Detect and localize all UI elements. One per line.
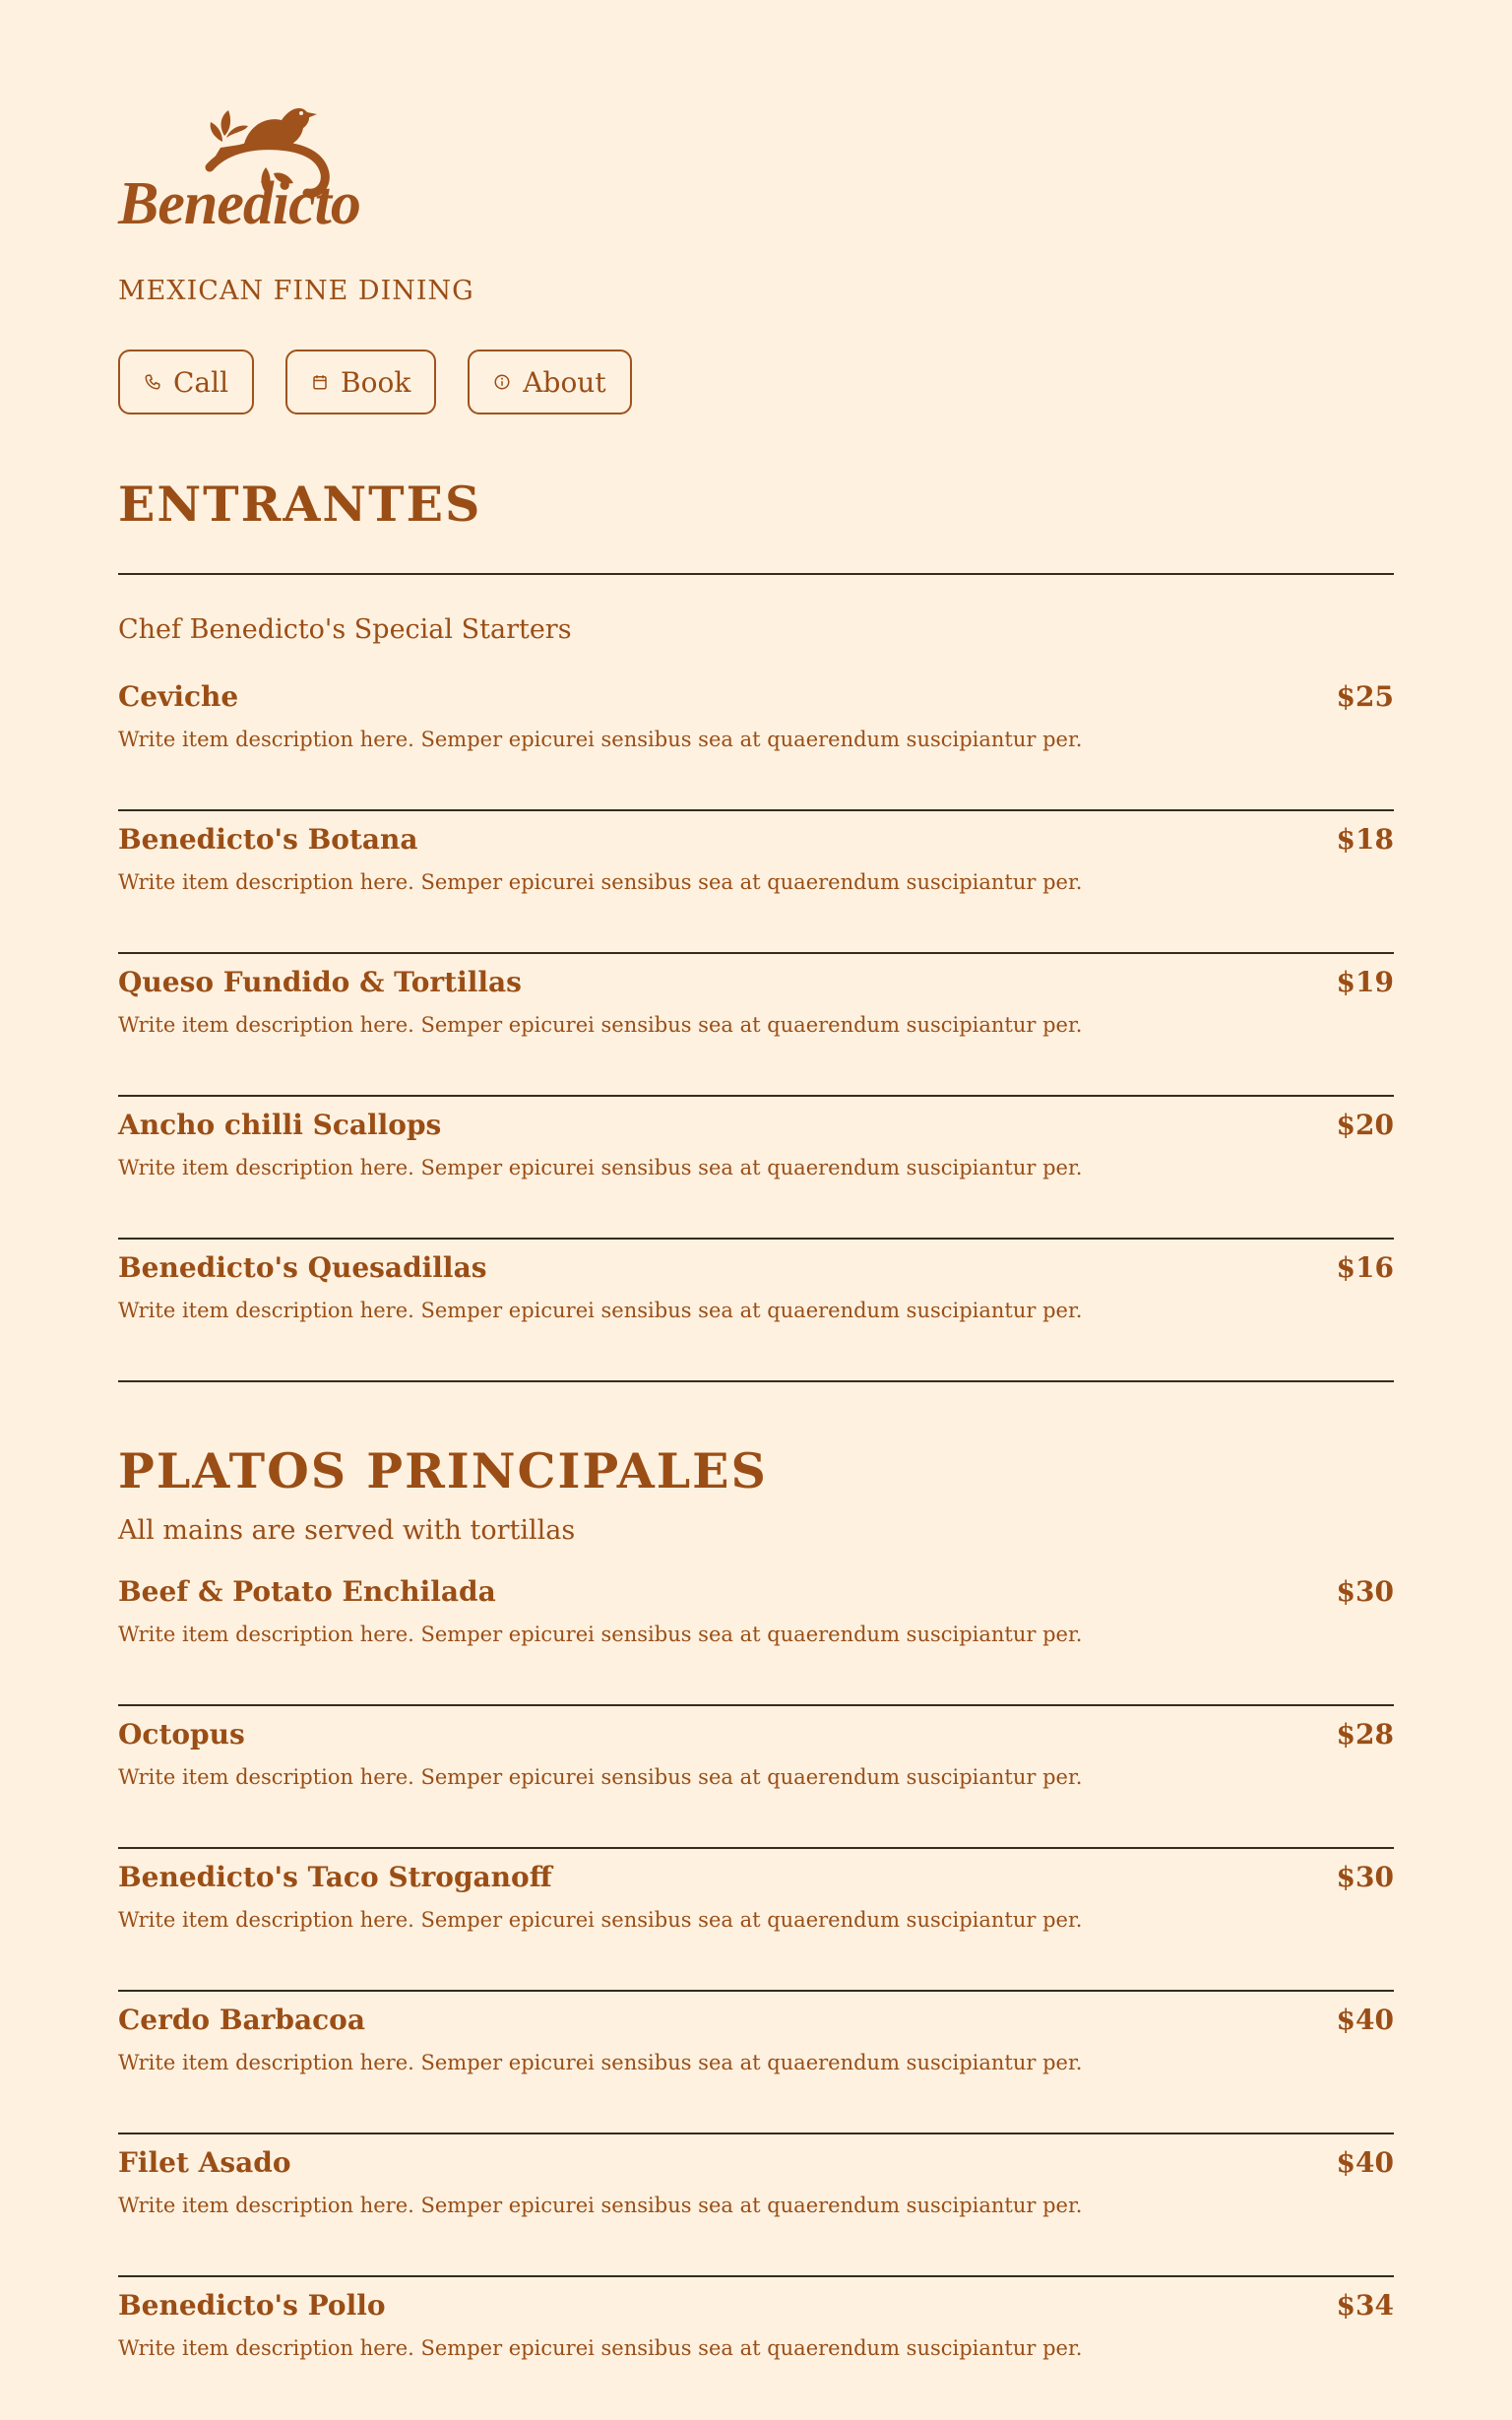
info-icon [493,373,511,391]
menu-item[interactable] [118,669,1394,811]
item-name: Benedicto's Botana [118,823,418,856]
item-name: Cerdo Barbacoa [118,2004,366,2036]
brand-logo[interactable] [118,96,394,244]
menu-item[interactable] [118,1992,1394,2134]
item-description: Write item description here. Semper epicurei sensibus sea at quaerendum suscipiantur per. [118,870,1083,894]
about-button-label: About [523,365,606,399]
menu-items [118,1563,1394,2420]
menu-item[interactable] [118,811,1394,954]
item-name: Ceviche [118,680,239,713]
item-name: Beef & Potato Enchilada [118,1575,496,1608]
item-price: $30 [1336,1575,1394,1608]
menu-item[interactable] [118,954,1394,1097]
item-price: $25 [1336,680,1394,713]
item-description: Write item description here. Semper epicurei sensibus sea at quaerendum suscipiantur per. [118,1156,1083,1179]
call-button[interactable] [118,350,254,414]
menu-items [118,669,1394,1382]
calendar-icon [311,373,329,391]
item-name: Benedicto's Quesadillas [118,1251,487,1284]
item-description: Write item description here. Semper epicurei sensibus sea at quaerendum suscipiantur per. [118,1908,1083,1932]
about-button[interactable] [468,350,631,414]
book-button-label: Book [341,365,411,399]
item-price: $28 [1336,1718,1394,1751]
item-name: Filet Asado [118,2146,291,2179]
item-price: $40 [1336,2004,1394,2036]
phone-icon [144,373,161,391]
item-price: $18 [1336,823,1394,856]
item-name: Benedicto's Pollo [118,2289,386,2322]
item-name: Queso Fundido & Tortillas [118,966,522,998]
item-price: $40 [1336,2146,1394,2179]
menu-item[interactable] [118,1240,1394,1382]
item-price: $19 [1336,966,1394,998]
brand-wordmark: Benedicto [118,170,360,237]
action-buttons [118,350,632,414]
item-name: Octopus [118,1718,245,1751]
item-description: Write item description here. Semper epicurei sensibus sea at quaerendum suscipiantur per. [118,1765,1083,1789]
menu-item[interactable] [118,2277,1394,2420]
item-description: Write item description here. Semper epicurei sensibus sea at quaerendum suscipiantur per. [118,2194,1083,2217]
item-name: Benedicto's Taco Stroganoff [118,1861,552,1893]
call-button-label: Call [173,365,229,399]
menu-item[interactable] [118,1563,1394,1706]
menu-item[interactable] [118,2134,1394,2277]
menu-item[interactable] [118,1849,1394,1992]
item-price: $16 [1336,1251,1394,1284]
section-platos-principales [118,1442,1394,2420]
item-price: $20 [1336,1109,1394,1141]
section-title: ENTRANTES [118,476,482,533]
item-description: Write item description here. Semper epicurei sensibus sea at quaerendum suscipiantur per. [118,2336,1083,2360]
item-price: $34 [1336,2289,1394,2322]
section-divider [118,573,1394,575]
section-subtitle: All mains are served with tortillas [118,1515,576,1546]
menu-item[interactable] [118,1097,1394,1240]
section-title: PLATOS PRINCIPALES [118,1442,768,1499]
brand-tagline: MEXICAN FINE DINING [118,276,474,306]
item-price: $30 [1336,1861,1394,1893]
item-name: Ancho chilli Scallops [118,1109,442,1141]
item-description: Write item description here. Semper epicurei sensibus sea at quaerendum suscipiantur per. [118,1013,1083,1037]
section-subtitle: Chef Benedicto's Special Starters [118,614,572,645]
menu-item[interactable] [118,1706,1394,1849]
item-description: Write item description here. Semper epicurei sensibus sea at quaerendum suscipiantur per. [118,2051,1083,2074]
item-description: Write item description here. Semper epicurei sensibus sea at quaerendum suscipiantur per. [118,1299,1083,1322]
book-button[interactable] [285,350,436,414]
item-description: Write item description here. Semper epicurei sensibus sea at quaerendum suscipiantur per. [118,728,1083,751]
item-description: Write item description here. Semper epicurei sensibus sea at quaerendum suscipiantur per. [118,1623,1083,1646]
section-entrantes [118,476,1394,1382]
